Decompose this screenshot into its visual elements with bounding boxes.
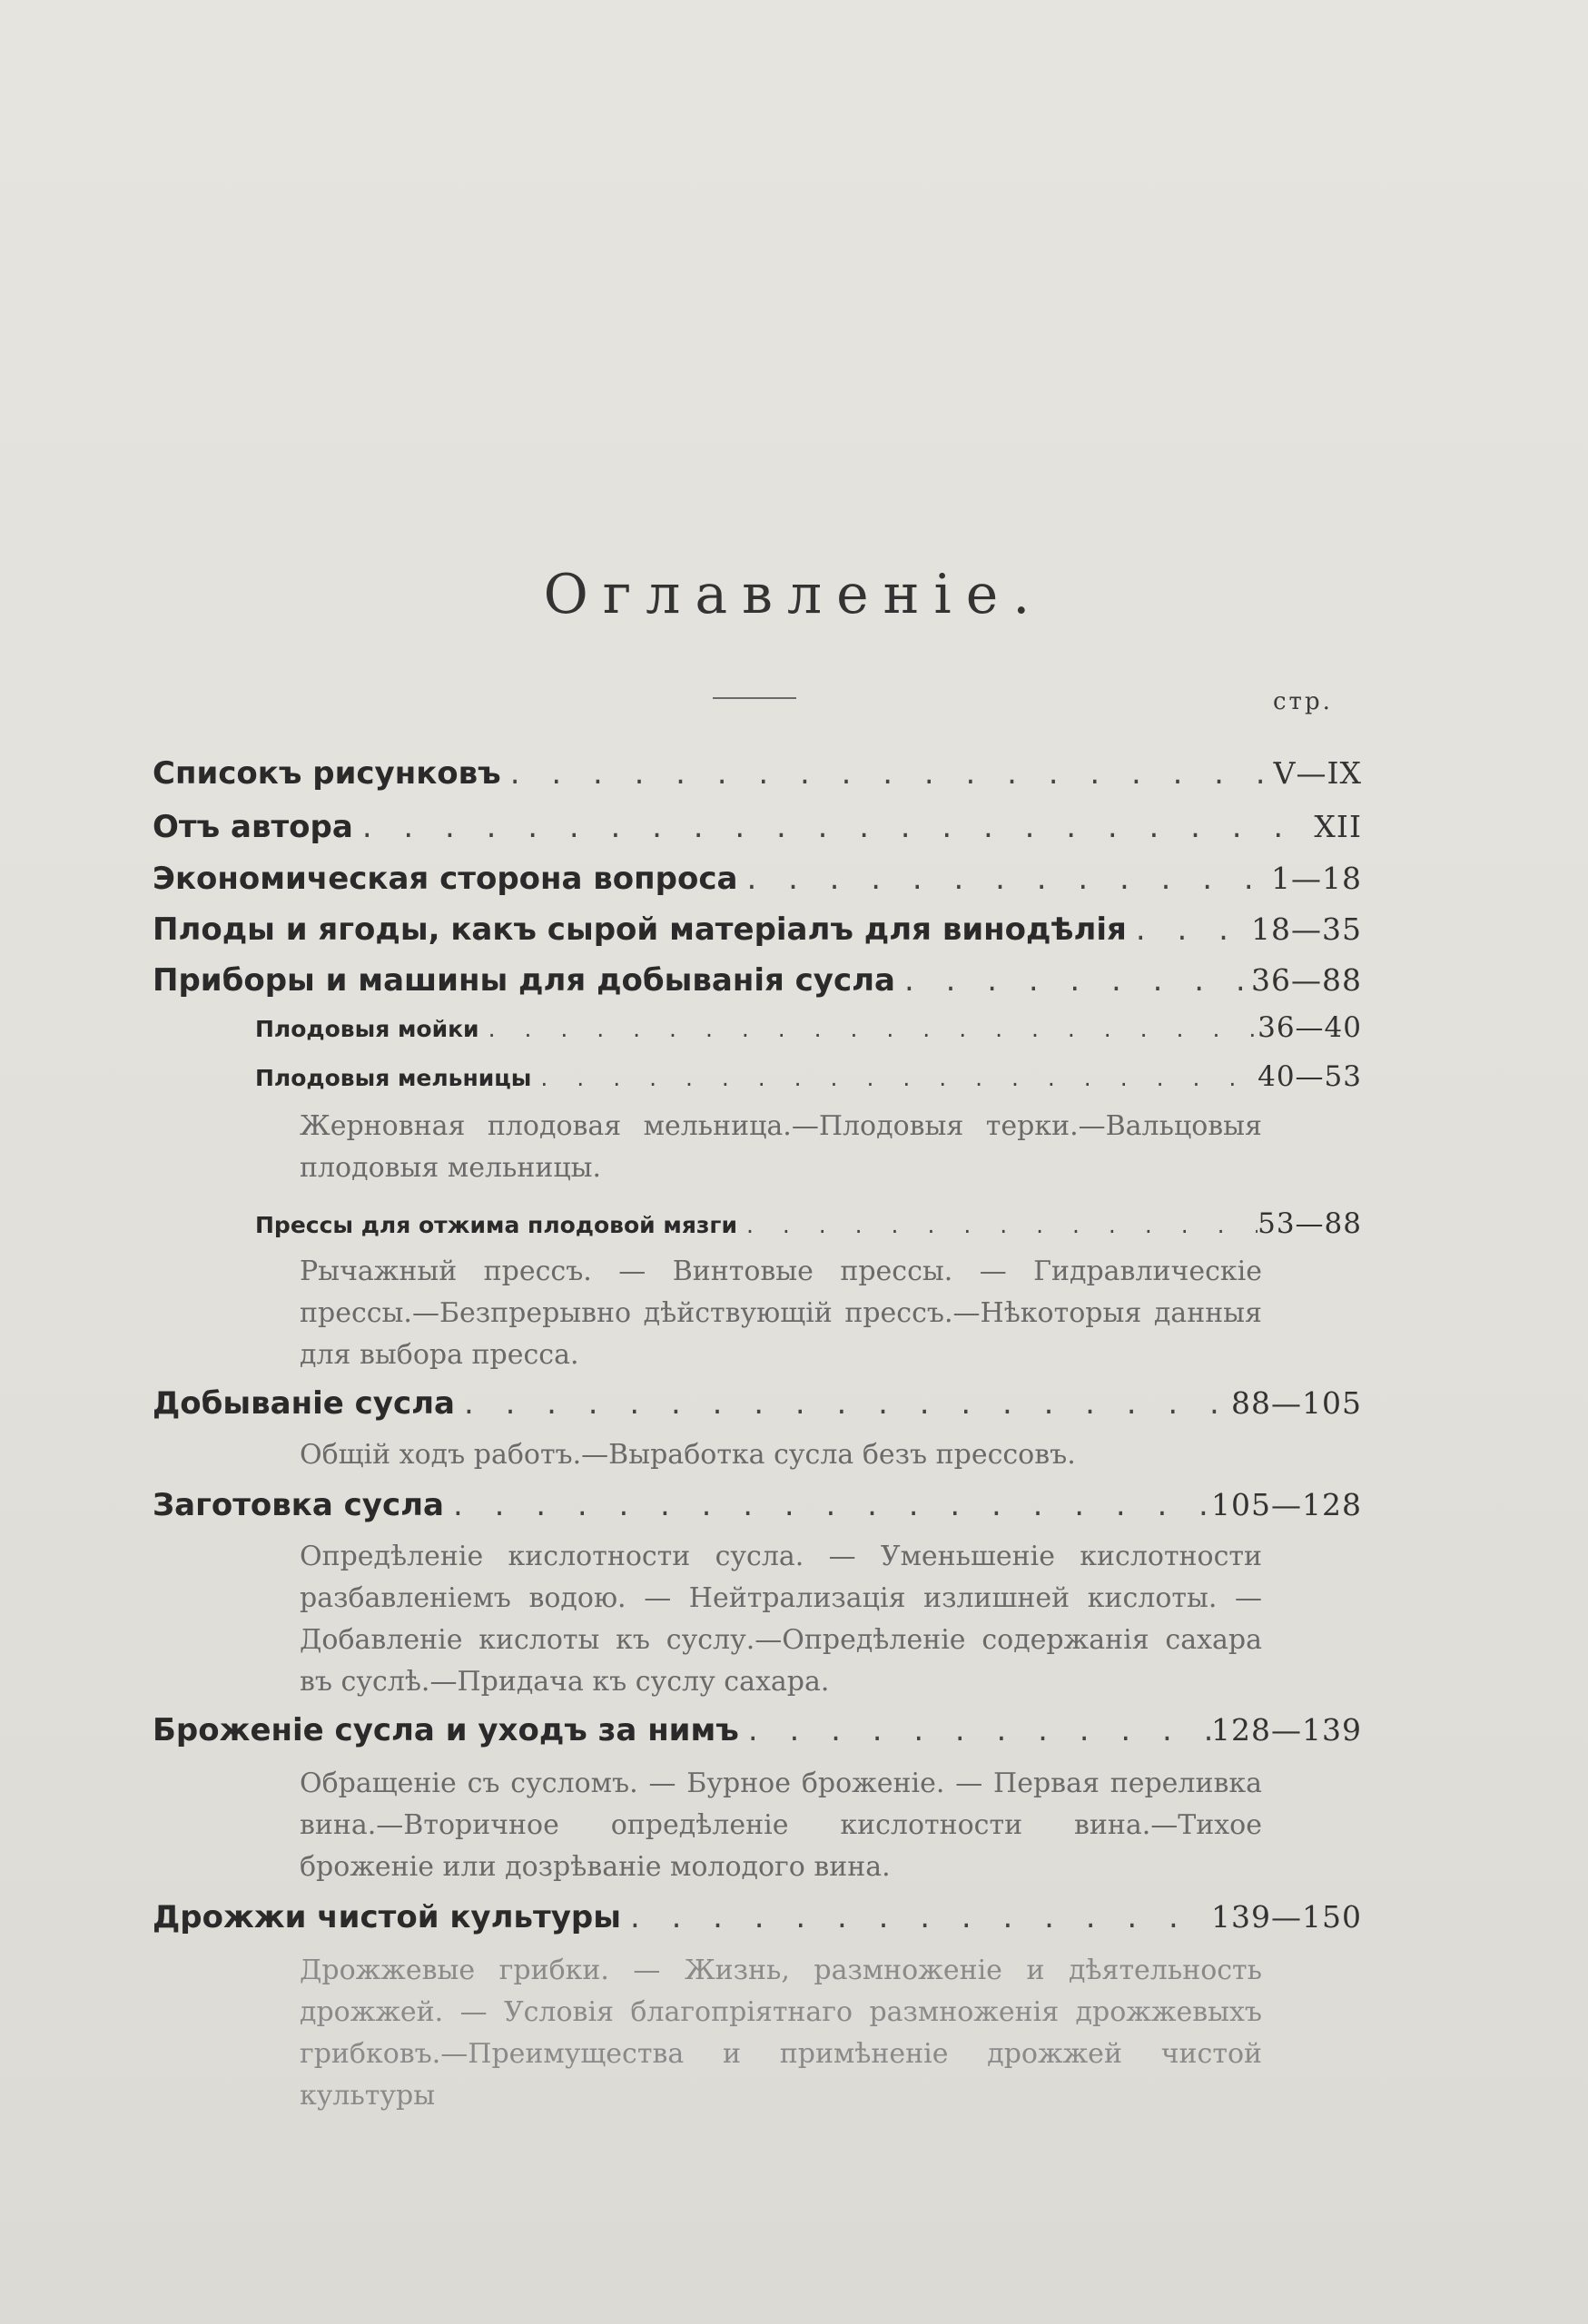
leader-dots (737, 861, 1271, 897)
toc-entry-label: Заготовка сусла (153, 1487, 444, 1523)
toc-description-preparation: Опредѣленіе кислотности сусла. — Уменьшеніе кислотности разбавленіемъ водою. — Нейтрализація излишней кислоты. — Добавленіе кислоты къ суслу.—Опредѣленіе содержанія сахара въ суслѣ.—Придача къ суслу сахара. (300, 1541, 1262, 1698)
toc-entry-label: Плоды и ягоды, какъ сырой матеріалъ для винодѣлія (153, 911, 1127, 948)
toc-description-mills: Жерновная плодовая мельница.—Плодовыя терки.—Вальцовыя плодовыя мельницы. (300, 1110, 1262, 1184)
toc-entry-pages: 36—40 (1258, 1011, 1362, 1044)
toc-entry-pages: 1—18 (1271, 861, 1362, 896)
leader-dots (739, 1712, 1211, 1748)
toc-entry-instruments-and-machines[interactable] (153, 962, 1362, 1008)
pages-column-header: стр. (1273, 688, 1333, 715)
leader-dots (444, 1487, 1211, 1523)
leader-dots (501, 755, 1274, 792)
leader-dots (479, 1016, 1258, 1042)
leader-dots (1127, 911, 1251, 948)
toc-entry-pages: 53—88 (1258, 1207, 1362, 1240)
toc-entry-fermentation[interactable] (153, 1712, 1362, 1758)
toc-entry-pure-culture-yeast[interactable] (153, 1899, 1362, 1945)
toc-description-presses: Рычажный прессъ. — Винтовые прессы. — Гидравлическіе прессы.—Безпрерывно дѣйствующій прессъ.—Нѣкоторыя данныя для выбора пресса. (300, 1256, 1262, 1371)
leader-dots (895, 962, 1251, 999)
toc-entry-pages: 36—88 (1251, 962, 1362, 998)
toc-description-yeast: Дрожжевые грибки. — Жизнь, размноженіе и дѣятельность дрожжей. — Условія благопріятнаго размноженія дрожжевыхъ грибковъ.—Преимущества и примѣненіе дрожжей чистой культуры (300, 1955, 1262, 2112)
toc-subentry-presses[interactable] (255, 1207, 1362, 1244)
toc-entry-label: Добываніе сусла (153, 1385, 455, 1422)
toc-entry-extraction-of-must[interactable] (153, 1385, 1362, 1431)
toc-entry-label: Прессы для отжима плодовой мязги (255, 1212, 737, 1238)
toc-entry-pages: 40—53 (1258, 1060, 1362, 1093)
leader-dots (621, 1899, 1211, 1935)
toc-entry-label: Списокъ рисунковъ (153, 755, 501, 792)
toc-entry-label: Отъ автора (153, 809, 353, 845)
toc-description-fermentation: Обращеніе съ сусломъ. — Бурное броженіе. — Первая переливка вина.—Вторичное опредѣленіе кислотности вина.—Тихое броженіе или дозрѣваніе молодого вина. (300, 1768, 1262, 1883)
toc-entry-pages: 88—105 (1231, 1385, 1362, 1421)
toc-subentry-fruit-mills[interactable] (255, 1060, 1362, 1097)
toc-entry-pages: 139—150 (1211, 1899, 1362, 1935)
toc-description-extraction: Общій ходъ работъ.—Выработка сусла безъ прессовъ. (300, 1439, 1076, 1471)
toc-entry-label: Приборы и машины для добыванія сусла (153, 962, 895, 999)
toc-entry-label: Дрожжи чистой культуры (153, 1899, 621, 1935)
toc-entry-fruits-and-berries[interactable] (153, 911, 1362, 957)
toc-entry-list-of-figures[interactable] (153, 755, 1362, 801)
toc-entry-pages: 128—139 (1211, 1712, 1362, 1748)
toc-entry-pages: V—IX (1273, 755, 1362, 791)
page-title: Оглавленіе. (543, 563, 1045, 626)
toc-entry-economic-side[interactable] (153, 861, 1362, 906)
toc-entry-label: Экономическая сторона вопроса (153, 861, 738, 897)
toc-entry-pages: XII (1314, 809, 1362, 844)
toc-entry-pages: 105—128 (1211, 1487, 1362, 1522)
toc-entry-label: Плодовыя мельницы (255, 1065, 532, 1091)
toc-entry-from-author[interactable] (153, 809, 1362, 854)
toc-subentry-fruit-washers[interactable] (255, 1011, 1362, 1048)
leader-dots (531, 1065, 1258, 1091)
toc-entry-pages: 18—35 (1251, 911, 1362, 947)
toc-entry-label: Плодовыя мойки (255, 1016, 479, 1042)
toc-entry-label: Броженіе сусла и уходъ за нимъ (153, 1712, 739, 1748)
leader-dots (737, 1212, 1258, 1238)
toc-entry-preparation-of-must[interactable] (153, 1487, 1362, 1532)
leader-dots (353, 809, 1315, 845)
leader-dots (455, 1385, 1231, 1422)
